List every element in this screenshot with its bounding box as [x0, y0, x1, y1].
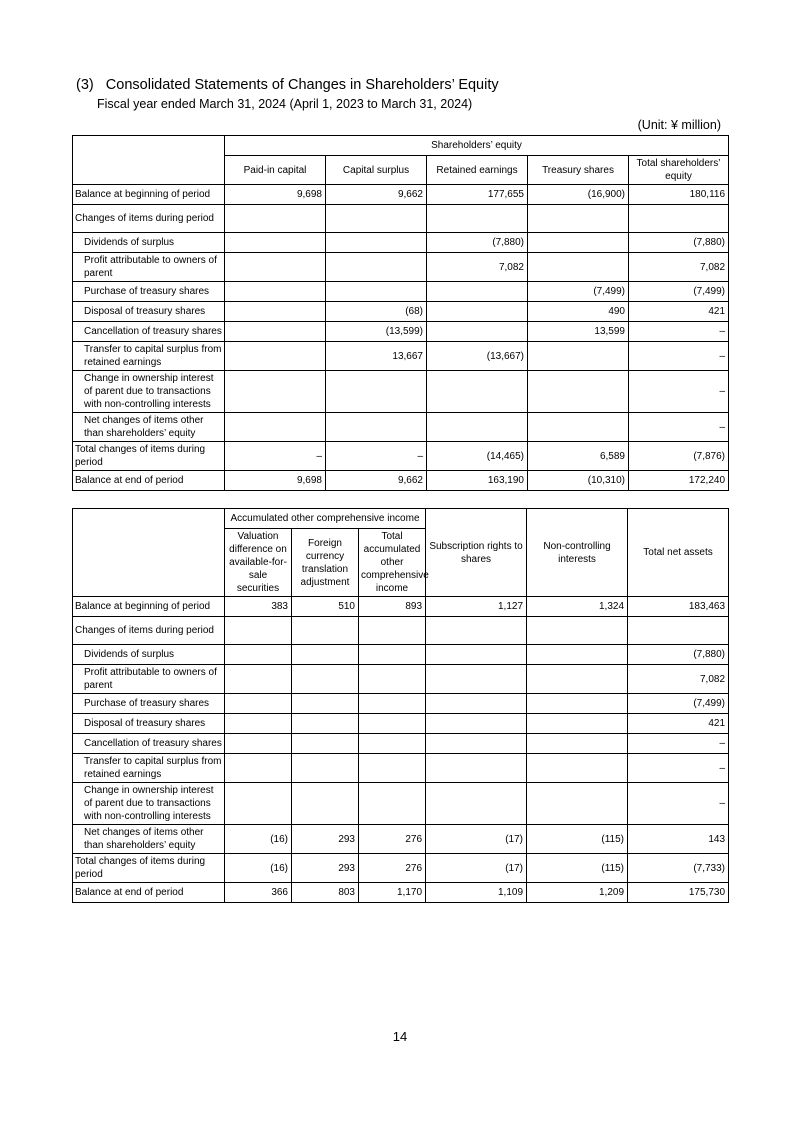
table-cell — [527, 714, 628, 734]
row-label: Change in ownership interest of parent due to transactions with non-controlling interests — [73, 371, 225, 413]
table-cell — [225, 714, 292, 734]
table-cell: 172,240 — [629, 471, 729, 491]
table-cell — [359, 734, 426, 754]
unit-label: (Unit: ¥ million) — [637, 118, 721, 132]
table-row — [73, 883, 729, 903]
table-row — [73, 734, 729, 754]
table-cell — [528, 413, 629, 442]
table-cell: 383 — [225, 597, 292, 617]
table-cell: (16) — [225, 854, 292, 883]
table-row — [73, 597, 729, 617]
table-cell — [225, 617, 292, 645]
table-cell — [326, 413, 427, 442]
table-cell: 180,116 — [629, 185, 729, 205]
table-cell — [225, 253, 326, 282]
table-cell — [359, 694, 426, 714]
table-cell — [426, 645, 527, 665]
table-cell: (7,499) — [629, 282, 729, 302]
table-cell: 1,109 — [426, 883, 527, 903]
row-label: Profit attributable to owners of parent — [73, 665, 225, 694]
table-cell — [225, 413, 326, 442]
row-label: Net changes of items other than shareholders’ equity — [73, 825, 225, 854]
table-cell — [225, 645, 292, 665]
table-cell: 9,698 — [225, 185, 326, 205]
table-cell — [225, 665, 292, 694]
table-cell — [427, 322, 528, 342]
table-cell — [225, 783, 292, 825]
table-cell — [359, 617, 426, 645]
table-cell — [359, 754, 426, 783]
row-label: Disposal of treasury shares — [73, 714, 225, 734]
table-row — [73, 282, 729, 302]
table-row — [73, 302, 729, 322]
table-cell: 510 — [292, 597, 359, 617]
table-row — [73, 825, 729, 854]
table-row — [73, 322, 729, 342]
table-cell: 163,190 — [427, 471, 528, 491]
table-cell — [359, 783, 426, 825]
row-label: Transfer to capital surplus from retained earnings — [73, 754, 225, 783]
table-cell: 177,655 — [427, 185, 528, 205]
table-cell — [326, 371, 427, 413]
header-blank — [73, 136, 225, 185]
table-row — [73, 665, 729, 694]
row-label: Balance at beginning of period — [73, 185, 225, 205]
table-cell: – — [629, 413, 729, 442]
row-label: Profit attributable to owners of parent — [73, 253, 225, 282]
table-cell: – — [629, 322, 729, 342]
table-cell — [527, 665, 628, 694]
table-cell: – — [628, 754, 729, 783]
table-row — [73, 233, 729, 253]
table-row — [73, 185, 729, 205]
row-label: Balance at end of period — [73, 471, 225, 491]
table-cell — [225, 694, 292, 714]
table-cell: – — [225, 442, 326, 471]
table-row — [73, 342, 729, 371]
table-cell: 293 — [292, 854, 359, 883]
table-row — [73, 854, 729, 883]
table-cell — [427, 282, 528, 302]
table-cell — [527, 617, 628, 645]
table-cell: – — [629, 371, 729, 413]
table-row — [73, 413, 729, 442]
table-cell: 276 — [359, 825, 426, 854]
table-cell: – — [326, 442, 427, 471]
table-cell — [527, 734, 628, 754]
table-cell — [225, 322, 326, 342]
table-cell: 9,662 — [326, 471, 427, 491]
row-label: Changes of items during period — [73, 205, 225, 233]
table-cell — [528, 342, 629, 371]
table-cell — [427, 413, 528, 442]
table-cell: 893 — [359, 597, 426, 617]
table-cell — [628, 617, 729, 645]
table-cell — [359, 645, 426, 665]
row-label: Change in ownership interest of parent due to transactions with non-controlling interests — [73, 783, 225, 825]
table-cell: 7,082 — [427, 253, 528, 282]
column-header: Foreign currency translation adjustment — [292, 529, 359, 597]
table-cell: (7,499) — [628, 694, 729, 714]
table-row — [73, 205, 729, 233]
table-cell: 803 — [292, 883, 359, 903]
table-cell: (7,876) — [629, 442, 729, 471]
table-cell: (10,310) — [528, 471, 629, 491]
column-header: Capital surplus — [326, 156, 427, 185]
row-label: Balance at end of period — [73, 883, 225, 903]
table-cell — [426, 783, 527, 825]
table-cell: 7,082 — [629, 253, 729, 282]
table-cell — [292, 645, 359, 665]
table-cell: 175,730 — [628, 883, 729, 903]
table-cell — [225, 302, 326, 322]
table-cell: 490 — [528, 302, 629, 322]
period-subtitle: Fiscal year ended March 31, 2024 (April 1, 2023 to March 31, 2024) — [97, 97, 473, 111]
table-cell — [292, 783, 359, 825]
table-cell: (68) — [326, 302, 427, 322]
column-header: Total accumulated other comprehensive income — [359, 529, 426, 597]
table-cell: 421 — [629, 302, 729, 322]
table-cell — [359, 714, 426, 734]
table-cell — [326, 205, 427, 233]
table-cell — [427, 205, 528, 233]
section-title: (3) Consolidated Statements of Changes in Shareholders’ Equity — [76, 77, 499, 93]
column-header: Valuation difference on available-for-sale securities — [225, 529, 292, 597]
table-cell — [292, 617, 359, 645]
table-cell — [225, 233, 326, 253]
table-cell: 1,324 — [527, 597, 628, 617]
table-cell — [426, 694, 527, 714]
header-blank — [73, 509, 225, 597]
table-cell — [326, 253, 427, 282]
column-header: Total net assets — [628, 509, 729, 597]
group-header: Accumulated other comprehensive income — [225, 509, 426, 529]
table-cell — [292, 694, 359, 714]
table-row — [73, 442, 729, 471]
table-cell: 366 — [225, 883, 292, 903]
table-cell: 1,127 — [426, 597, 527, 617]
page-number: 14 — [392, 1029, 408, 1044]
table-cell: – — [629, 342, 729, 371]
table-cell: (7,880) — [629, 233, 729, 253]
row-label: Dividends of surplus — [73, 233, 225, 253]
table-cell: 1,209 — [527, 883, 628, 903]
table-cell: 1,170 — [359, 883, 426, 903]
table-cell: (115) — [527, 854, 628, 883]
table-row — [73, 714, 729, 734]
table-cell: – — [628, 734, 729, 754]
table-cell: (7,733) — [628, 854, 729, 883]
table-cell: 6,589 — [528, 442, 629, 471]
table-cell: 183,463 — [628, 597, 729, 617]
table-cell: 276 — [359, 854, 426, 883]
row-label: Disposal of treasury shares — [73, 302, 225, 322]
table-cell — [326, 282, 427, 302]
table-row — [73, 645, 729, 665]
table-cell: 7,082 — [628, 665, 729, 694]
column-header: Non-controlling interests — [527, 509, 628, 597]
table-cell: 293 — [292, 825, 359, 854]
table-cell — [326, 233, 427, 253]
table-cell — [225, 282, 326, 302]
row-label: Total changes of items during period — [73, 442, 225, 471]
table-cell — [426, 617, 527, 645]
row-label: Purchase of treasury shares — [73, 282, 225, 302]
table-cell — [225, 342, 326, 371]
table-cell — [426, 734, 527, 754]
shareholders-equity-table — [72, 135, 729, 491]
table-cell — [528, 205, 629, 233]
table-cell — [528, 253, 629, 282]
row-label: Balance at beginning of period — [73, 597, 225, 617]
table-cell: 421 — [628, 714, 729, 734]
table-cell — [292, 734, 359, 754]
other-equity-table — [72, 508, 729, 903]
table-cell — [527, 645, 628, 665]
table-cell — [427, 371, 528, 413]
table-row — [73, 371, 729, 413]
row-label: Purchase of treasury shares — [73, 694, 225, 714]
table-cell — [527, 783, 628, 825]
table-cell — [292, 714, 359, 734]
table-cell — [426, 754, 527, 783]
table-row — [73, 754, 729, 783]
table-cell — [528, 371, 629, 413]
row-label: Transfer to capital surplus from retained earnings — [73, 342, 225, 371]
table-cell: (17) — [426, 825, 527, 854]
table-cell: (17) — [426, 854, 527, 883]
table-cell: 13,667 — [326, 342, 427, 371]
table-cell: (7,880) — [628, 645, 729, 665]
table-cell — [527, 694, 628, 714]
column-header: Total shareholders’ equity — [629, 156, 729, 185]
table-cell — [292, 665, 359, 694]
table-cell: (7,880) — [427, 233, 528, 253]
table-cell — [427, 302, 528, 322]
table-cell — [225, 205, 326, 233]
table-cell — [527, 754, 628, 783]
row-label: Cancellation of treasury shares — [73, 734, 225, 754]
row-label: Total changes of items during period — [73, 854, 225, 883]
row-label: Changes of items during period — [73, 617, 225, 645]
table-cell: (13,667) — [427, 342, 528, 371]
table-row — [73, 471, 729, 491]
table-cell: (14,465) — [427, 442, 528, 471]
column-header: Treasury shares — [528, 156, 629, 185]
table-cell: (16) — [225, 825, 292, 854]
table-cell: 9,698 — [225, 471, 326, 491]
table-row — [73, 783, 729, 825]
column-header: Retained earnings — [427, 156, 528, 185]
table-cell — [292, 754, 359, 783]
table-cell: (13,599) — [326, 322, 427, 342]
table-cell — [528, 233, 629, 253]
row-label: Net changes of items other than shareholders’ equity — [73, 413, 225, 442]
table-cell: 13,599 — [528, 322, 629, 342]
table-cell — [629, 205, 729, 233]
table-cell: (115) — [527, 825, 628, 854]
table-cell: – — [628, 783, 729, 825]
table-cell — [359, 665, 426, 694]
table-row — [73, 617, 729, 645]
column-header: Subscription rights to shares — [426, 509, 527, 597]
table-cell — [426, 665, 527, 694]
table-cell — [225, 754, 292, 783]
table-cell: (16,900) — [528, 185, 629, 205]
table-row — [73, 253, 729, 282]
row-label: Dividends of surplus — [73, 645, 225, 665]
row-label: Cancellation of treasury shares — [73, 322, 225, 342]
table-row — [73, 694, 729, 714]
table-cell: 143 — [628, 825, 729, 854]
column-header: Paid-in capital — [225, 156, 326, 185]
table-cell: 9,662 — [326, 185, 427, 205]
group-header: Shareholders’ equity — [225, 136, 729, 156]
table-cell — [225, 734, 292, 754]
table-cell — [225, 371, 326, 413]
table-cell — [426, 714, 527, 734]
table-cell: (7,499) — [528, 282, 629, 302]
